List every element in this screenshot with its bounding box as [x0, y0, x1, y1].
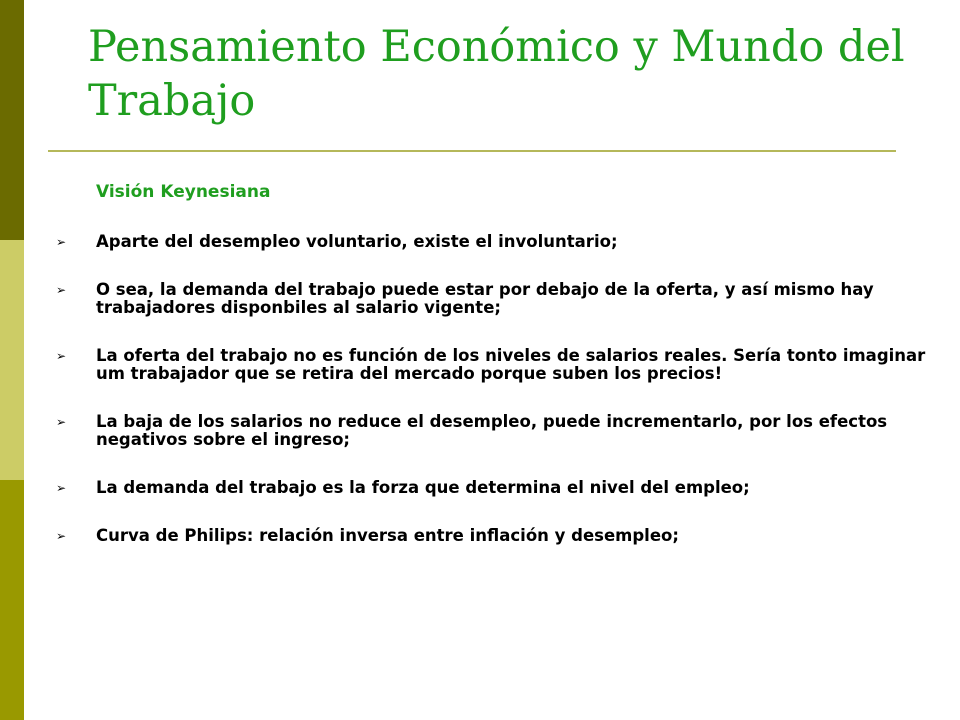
bullet-list — [56, 233, 936, 575]
bullet-text: La baja de los salarios no reduce el desempleo, puede incrementarlo, por los efectos negativos sobre el ingreso; — [96, 412, 888, 449]
side-bar-segment-middle — [0, 240, 24, 480]
side-bar-segment-top — [0, 0, 24, 240]
arrow-bullet-icon: ➢ — [56, 415, 67, 429]
arrow-bullet-icon: ➢ — [56, 481, 67, 495]
arrow-bullet-icon: ➢ — [56, 235, 67, 249]
bullet-item — [56, 527, 936, 545]
bullet-text: Aparte del desempleo voluntario, existe el involuntario; — [96, 232, 618, 251]
arrow-bullet-icon: ➢ — [56, 349, 67, 363]
slide-subtitle: Visión Keynesiana — [96, 182, 271, 202]
bullet-item — [56, 479, 936, 497]
bullet-text: La demanda del trabajo es la forza que determina el nivel del empleo; — [96, 478, 750, 497]
arrow-bullet-icon: ➢ — [56, 529, 67, 543]
decorative-side-bar — [0, 0, 24, 720]
title-divider — [48, 150, 896, 152]
bullet-text: Curva de Philips: relación inversa entre inflación y desempleo; — [96, 526, 679, 545]
arrow-bullet-icon: ➢ — [56, 283, 67, 297]
bullet-text: La oferta del trabajo no es función de los niveles de salarios reales. Sería tonto imaginar um trabajador que se retira del mercado porque suben los precios! — [96, 346, 926, 383]
bullet-item — [56, 233, 936, 251]
bullet-item — [56, 347, 936, 383]
side-bar-segment-bottom — [0, 480, 24, 720]
bullet-text: O sea, la demanda del trabajo puede estar por debajo de la oferta, y así mismo hay trabajadores disponbiles al salario vigente; — [96, 280, 874, 317]
slide-title: Pensamiento Económico y Mundo del Trabajo — [88, 22, 905, 126]
bullet-item — [56, 413, 936, 449]
bullet-item — [56, 281, 936, 317]
